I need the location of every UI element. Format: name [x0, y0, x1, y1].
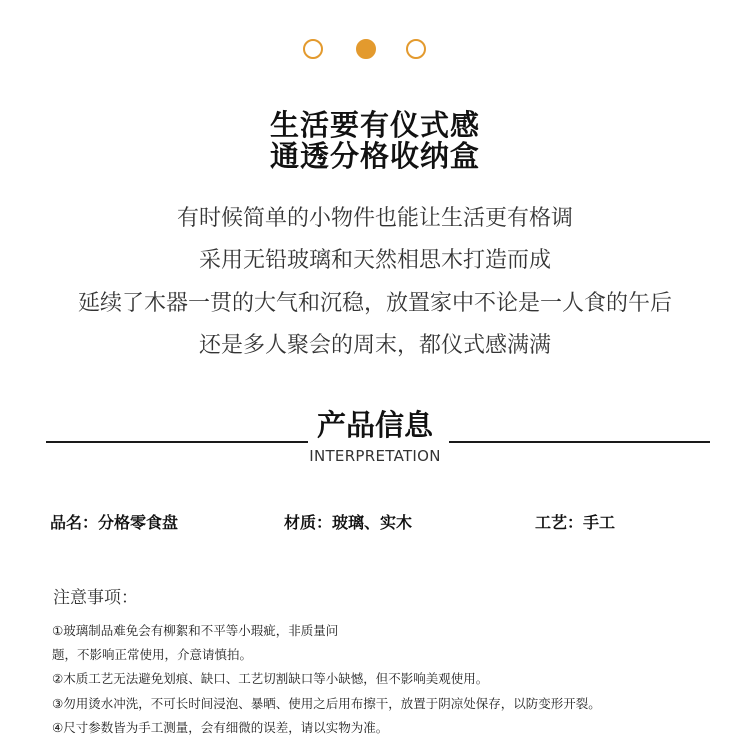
carousel-indicator: [0, 39, 750, 63]
section-divider-right: [449, 441, 710, 443]
description-line-3: 延续了木器一贯的大气和沉稳，放置家中不论是一人食的午后: [77, 291, 672, 316]
hero-title-line-1: 生活要有仪式感: [269, 108, 480, 142]
description-line-1: 有时候简单的小物件也能让生活更有格调: [176, 206, 573, 231]
notes-title: 注意事项：: [53, 588, 138, 608]
spec-craft: 工艺：手工: [535, 513, 616, 532]
spec-material: 材质：玻璃、实木: [284, 513, 413, 532]
note-line-2: 题，不影响正常使用，介意请慎拍。: [52, 647, 253, 662]
note-line-1: ①玻璃制品难免会有柳絮和不平等小瑕疵，非质量问: [52, 623, 339, 638]
hero-title-line-2: 通透分格收纳盒: [269, 139, 480, 173]
section-subheading: INTERPRETATION: [309, 447, 441, 465]
carousel-dot-3[interactable]: [406, 39, 426, 59]
section-heading: 产品信息: [316, 408, 433, 442]
note-line-5: ④尺寸参数皆为手工测量，会有细微的误差，请以实物为准。: [52, 720, 389, 735]
description-line-4: 还是多人聚会的周末，都仪式感满满: [198, 333, 551, 358]
carousel-dot-2-active[interactable]: [356, 39, 376, 59]
carousel-dot-1[interactable]: [303, 39, 323, 59]
note-line-3: ②木质工艺无法避免划痕、缺口、工艺切割缺口等小缺憾，但不影响美观使用。: [52, 671, 489, 686]
description-line-2: 采用无铅玻璃和天然相思木打造而成: [198, 248, 551, 273]
note-line-4: ③勿用烫水冲洗，不可长时间浸泡、暴晒、使用之后用布擦干，放置于阴凉处保存，以防变形开裂。: [52, 696, 601, 711]
spec-product-name: 品名：分格零食盘: [50, 513, 179, 532]
